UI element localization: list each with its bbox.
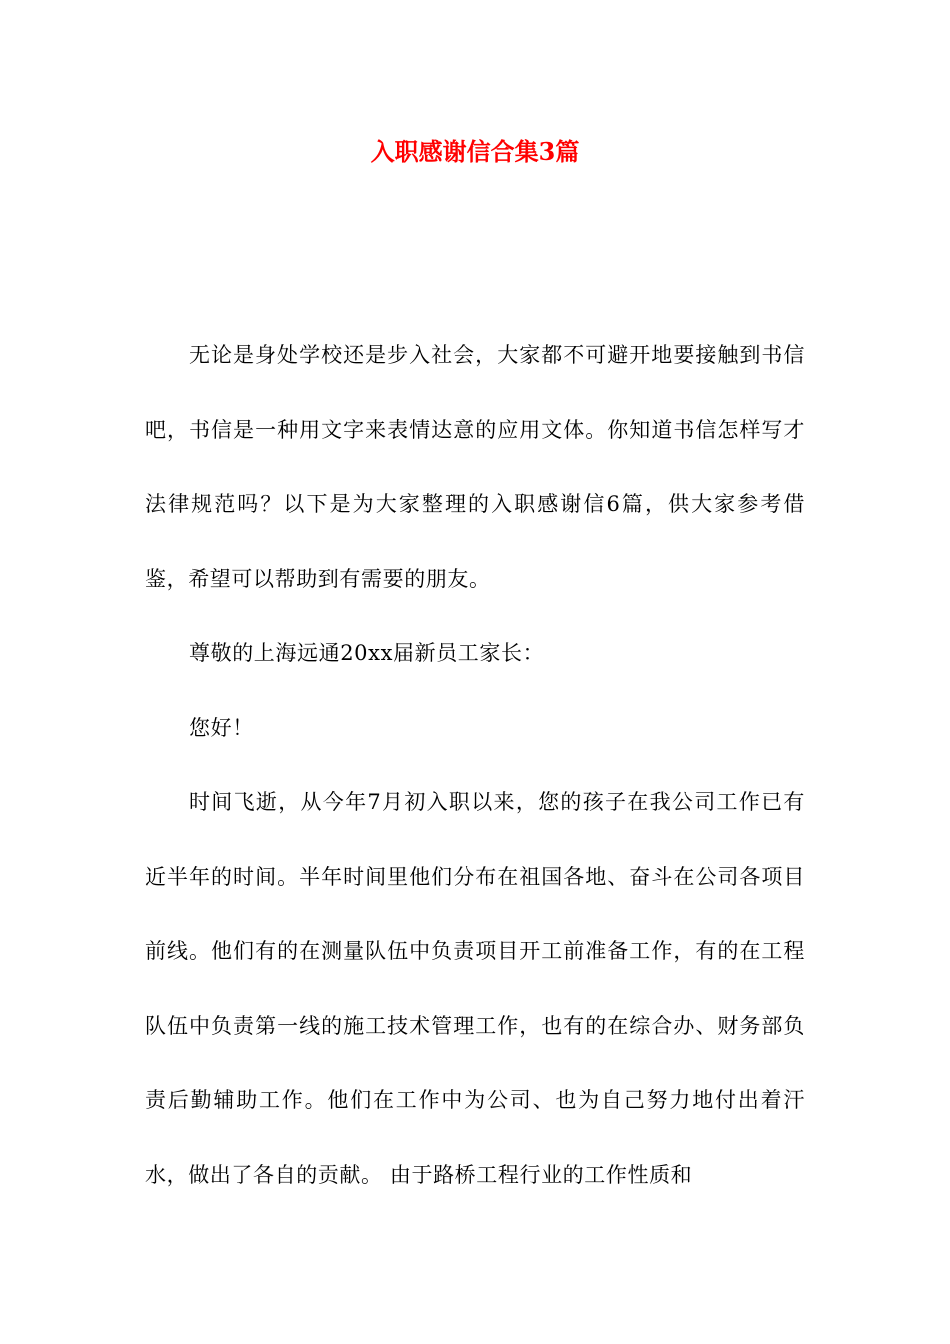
document-body (145, 318, 805, 1212)
paragraph-salutation: 尊敬的上海远通20xx届新员工家长： (189, 641, 545, 665)
paragraph-intro: 无论是身处学校还是步入社会，大家都不可避开地要接触到书信吧，书信是一种用文字来表情达意的应用文体。你知道书信怎样写才法律规范吗？以下是为大家整理的入职感谢信6篇，供大家参考借鉴，希望可以帮助到有需要的朋友。 (145, 343, 805, 591)
paragraph-body: 时间飞逝，从今年7月初入职以来，您的孩子在我公司工作已有近半年的时间。半年时间里他们分布在祖国各地、奋斗在公司各项目前线。他们有的在测量队伍中负责项目开工前准备工作，有的在工程队伍中负责第一线的施工技术管理工作，也有的在综合办、财务部负责后勤辅助工作。他们在工作中为公司、也为自己努力地付出着汗水，做出了各自的贡献。 由于路桥工程行业的工作性质和 (145, 790, 805, 1187)
document-title: 入职感谢信合集3篇 (370, 137, 580, 166)
paragraph-greeting: 您好！ (189, 715, 254, 740)
